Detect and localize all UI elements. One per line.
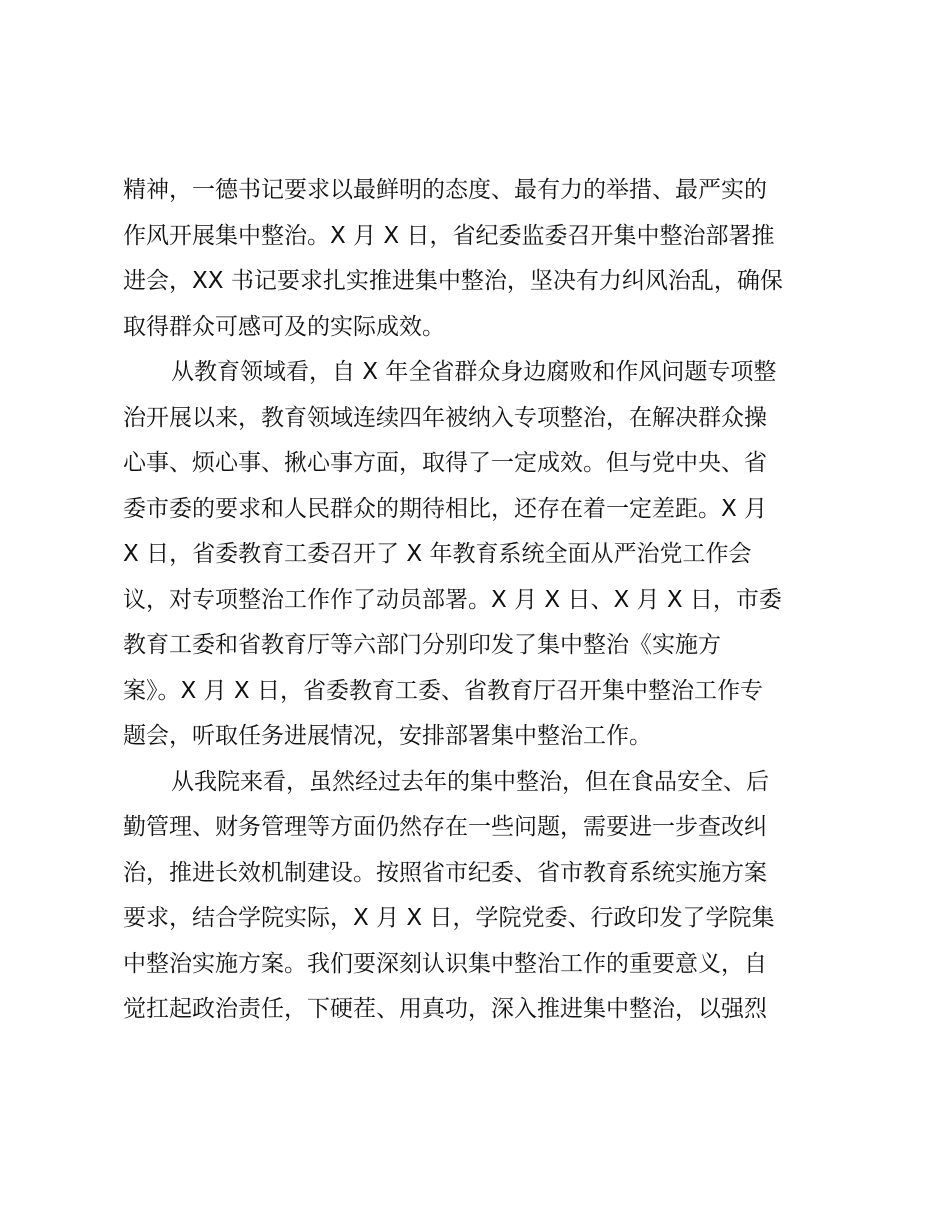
document-body: [123, 168, 835, 1033]
text-line: X 日，省委教育工委召开了 X 年教育系统全面从严治党工作会: [123, 541, 752, 567]
paragraph-1: [123, 168, 835, 350]
text-line: 委市委的要求和人民群众的期待相比，还存在着一定差距。X 月: [123, 495, 768, 522]
text-line: 取得群众可感可及的实际成效。: [123, 313, 445, 340]
text-line: 题会，听取任务进展情况，安排部署集中整治工作。: [123, 723, 652, 749]
text-line: 从教育领域看，自 X 年全省群众身边腐败和作风问题专项整: [171, 359, 777, 385]
text-line: 从我院来看，虽然经过去年的集中整治，但在食品安全、后: [171, 768, 769, 795]
text-line: 觉扛起政治责任，下硬茬、用真功，深入推进集中整治，以强烈: [123, 996, 767, 1022]
text-line: 勤管理、财务管理等方面仍然存在一些问题，需要进一步查改纠: [123, 814, 767, 840]
paragraph-3: [123, 760, 835, 1033]
text-line: 案》。X 月 X 日，省委教育工委、省教育厅召开集中整治工作专: [123, 677, 763, 704]
text-line: 精神，一德书记要求以最鲜明的态度、最有力的举措、最严实的: [123, 177, 767, 203]
text-line: 作风开展集中整治。X 月 X 日，省纪委监委召开集中整治部署推: [123, 222, 775, 249]
paragraph-2: [123, 350, 835, 760]
text-line: 中整治实施方案。我们要深刻认识集中整治工作的重要意义，自: [123, 950, 767, 977]
text-line: 治，推进长效机制建设。按照省市纪委、省市教育系统实施方案: [123, 859, 767, 886]
text-line: 进会，XX 书记要求扎实推进集中整治，坚决有力纠风治乱，确保: [123, 268, 783, 294]
text-line: 教育工委和省教育厅等六部门分别印发了集中整治《实施方: [123, 632, 721, 658]
text-line: 要求，结合学院实际，X 月 X 日，学院党委、行政印发了学院集: [123, 905, 775, 931]
text-line: 心事、烦心事、揪心事方面，取得了一定成效。但与党中央、省: [123, 450, 767, 476]
text-line: 议，对专项整治工作作了动员部署。X 月 X 日、X 月 X 日，市委: [123, 586, 782, 613]
text-line: 治开展以来，教育领域连续四年被纳入专项整治，在解决群众操: [123, 404, 767, 431]
